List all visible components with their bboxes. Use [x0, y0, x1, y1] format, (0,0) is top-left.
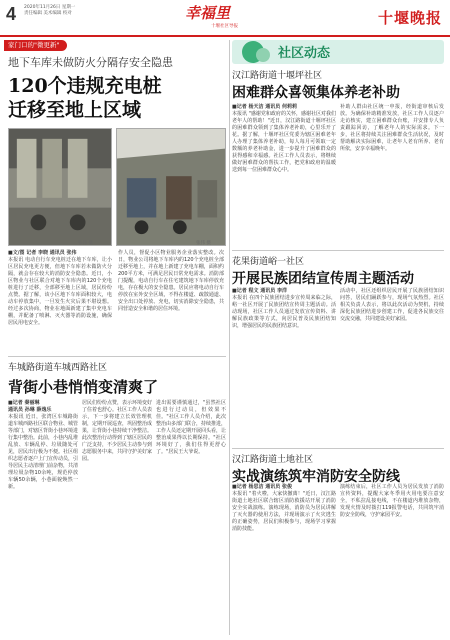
story4-body-2: 活动中，社区还组织居民开展了民族团结知识问答，居民们踊跃参与，现场气氛热烈。社区相关负责人表示，将以此次活动为契机，持续深化民族团结进步创建工作，促进各民族交往交流交融，共同建设美好家园。	[340, 288, 444, 322]
story5-kicker: 汉江路街道土地社区	[232, 455, 314, 465]
story3-col2	[340, 104, 444, 153]
lead-photo-1	[8, 128, 112, 246]
story4-body-1: 本报讯 在四个民族团结进步宣传周来临之际，峪一社区开展了民族团结宣传周主题活动。活动现场，社区工作人员通过发放宣传资料、讲解民族政策等方式，向居民普及民族团结知识，增强居民的民族团结意识。	[232, 295, 336, 329]
story2-byline-1: ■记者 秦丽琳	[8, 400, 40, 406]
story3-kicker: 汉江路街道十堰坪社区	[232, 71, 323, 81]
story2-body-3: 进出需要谨慎通过，"虽然社区也进行过动员，但效果不佳。"社区工作人员介绍，此次整治由多部门联合，持续推进，工作人员还定期开展回头看，让整治成果得以长期保持。"社区环境好了，我们住得更舒心了。"居民王大爷说。	[156, 400, 227, 455]
lead-kicker: 地下车库未做防火分隔存安全隐患	[8, 56, 173, 69]
story3-headline: 困难群众喜领集体养老补助	[232, 85, 400, 101]
story5-col2	[340, 484, 444, 519]
lead-photo-2	[116, 128, 226, 246]
brand-logo	[185, 2, 265, 32]
story5-body-2: 演练结束后，社区工作人员为居民发放了消防宣传资料，提醒大家冬季用火用电要注意安全，不私拉乱接电线，不在楼道内堆放杂物，发现火情及时拨打119报警电话，共同筑牢消防安全防线，守护家园平安。	[340, 484, 444, 518]
lead-photo-1-caption: 张伟 摄	[78, 241, 93, 246]
lead-body-col1	[8, 250, 112, 327]
column-divider	[229, 40, 230, 635]
lead-divider	[8, 356, 226, 357]
story5-head	[232, 452, 444, 486]
page-number: 4	[6, 4, 17, 24]
lead-body-text-2: 作人员，督促小区物业服务企业落实整改。次日，物业公司将地下车库内的120个充电桩全部迁移至地上，并在地上新建了充电车棚，面积约200平方米，可满足居民日常充电需求。消防部门提醒，电动自行车在住宅建筑地下车库停放充电，存在极大的安全隐患。居民应将电动自行车停放在室外安全区域，不得在楼道、疏散通道、安全出口处停放、充电，切实消除安全隐患，共同营造安全和谐的居住环境。	[118, 250, 224, 312]
story4-col1	[232, 288, 336, 330]
community-title: 社区动态	[278, 46, 331, 61]
story2-headline: 背街小巷悄悄变清爽了	[8, 378, 159, 396]
masthead	[0, 0, 450, 34]
story4-headline: 开展民族团结宣传周主题活动	[232, 271, 414, 287]
story4-col2	[340, 288, 444, 323]
story3-col1	[232, 104, 336, 174]
story5-col1	[232, 484, 336, 533]
lead-body-col2	[118, 250, 224, 313]
lead-headline-block	[8, 54, 224, 122]
masthead-editors: 责任编辑 美术编辑 校对	[24, 11, 72, 16]
masthead-date: 2020年11月26日 星期一	[24, 5, 76, 10]
story4-byline: ■记者 程文 通讯员 李洋	[232, 288, 287, 294]
community-header	[232, 40, 444, 64]
paper-slogan: 十堰晚报	[377, 9, 442, 27]
story2-col2	[82, 400, 152, 463]
story3-divider	[232, 250, 444, 251]
story3-body-2: 补助人群由社区统一申报，经街道审核后发放。为确保补助精准发放，社区工作人员逐户走访核实，建立困难群众台账，并安排专人负责跟踪回访，了解老年人的实际需求。下一步，社区将持续关注困难群众生活状况，及时帮助解决实际困难，让老年人老有所养、老有所依，安享幸福晚年。	[340, 104, 444, 152]
story2-col3	[156, 400, 226, 456]
story5-body-1: 本报讯 "着火啦，大家快撤离！"近日，汉江路街道土地社区联合辖区消防救援站开展了消防安全实战演练。演练现场，消防员为居民讲解了灭火器的使用方法，并现场演示了火灾逃生的正确姿势，居民们积极参与，现场学习掌握消防技能。	[232, 491, 336, 532]
story2-head	[8, 360, 226, 397]
story4-head	[232, 254, 444, 288]
lead-byline: ■文/图 记者 李晓 通讯员 张伟	[8, 250, 77, 256]
story5-byline: ■记者 杨思洁 通讯员 张俊	[232, 484, 292, 490]
section-tag: 家门口的"微更新"	[4, 40, 67, 51]
brand-name: 幸福里	[185, 4, 231, 22]
masthead-rule	[0, 35, 450, 37]
lead-photo-2-caption: 张伟 摄	[196, 241, 211, 246]
brand-sub: 十堰社区导报	[211, 24, 238, 29]
story3-head	[232, 68, 444, 102]
story2-byline-2: 通讯员 孙琳 薛逸乐	[8, 407, 52, 413]
lead-headline-2: 迁移至地上区域	[8, 99, 142, 121]
story2-kicker: 车城路街道车城西路社区	[8, 363, 108, 373]
lead-body-text-1: 本报讯 电动自行车充电桩迁在地下车库，让小区居民充电更方便，但地下车库若未做防火分隔，就会存在较大的消防安全隐患。近日，小区物业与社区联合对地下车库内的120个充电桩进行了迁移，全部移至地上区域，居民纷纷点赞。据了解，该小区地下车库面积较大，电动车停放集中，一旦发生火灾后果不堪设想。经过多次协商，物业在地面新建了集中充电车棚，并配备了喷淋、灭火器等消防设施，确保居民用电安全。	[8, 257, 112, 326]
story4-kicker: 花果街道峪一社区	[232, 257, 305, 267]
story5-headline: 实战演练筑牢消防安全防线	[232, 469, 400, 485]
story2-body-2: 居民们纷纷点赞，表示环境变好了住着也舒心。社区工作人员表示，下一步将建立长效管理机制，定期开展巡查，巩固整治成果，让背街小巷持续干净整洁。此次整治行动得到了辖区居民的广泛支持，不少居民主动参与到志愿服务中来，共同守护美好家园。	[82, 400, 153, 462]
story2-body-1: 本报讯 近日，张湾区车城路街道车城西路社区联合物业、城管等部门，对辖区背街小巷环境进行集中整治。此前，小巷内乱堆乱放、车辆乱停、垃圾随处可见，居民出行极为不便。社区组织志愿者逐户上门宣传动员，引导居民主动清理门前杂物，共清理垃圾杂物10余吨，规范停放车辆50余辆，小巷面貌焕然一新。	[8, 414, 79, 490]
community-circle-small-icon	[256, 48, 270, 62]
story3-body-1: 本报讯 "感谢党和政府的关怀，感谢社区对我们老年人的帮助！"近日，汉江路街道十堰坪社区的困难群众领到了集体养老补助，心里乐开了花。据了解，十堰坪社区党委为辖区困难老年人办理了集体养老补助，每人每月可领取一定数额的养老补助金，进一步提升了困难群众的获得感和幸福感。社区工作人员表示，将继续做好困难群众的帮扶工作，把党和政府的温暖送到每一位困难群众心中。	[232, 111, 336, 173]
lead-headline-1: 120个违规充电桩	[8, 75, 162, 97]
story3-byline: ■记者 杨天洁 通讯员 何莉莉	[232, 104, 297, 110]
story4-divider	[232, 448, 444, 449]
story2-col1	[8, 400, 78, 491]
masthead-meta	[24, 5, 144, 17]
